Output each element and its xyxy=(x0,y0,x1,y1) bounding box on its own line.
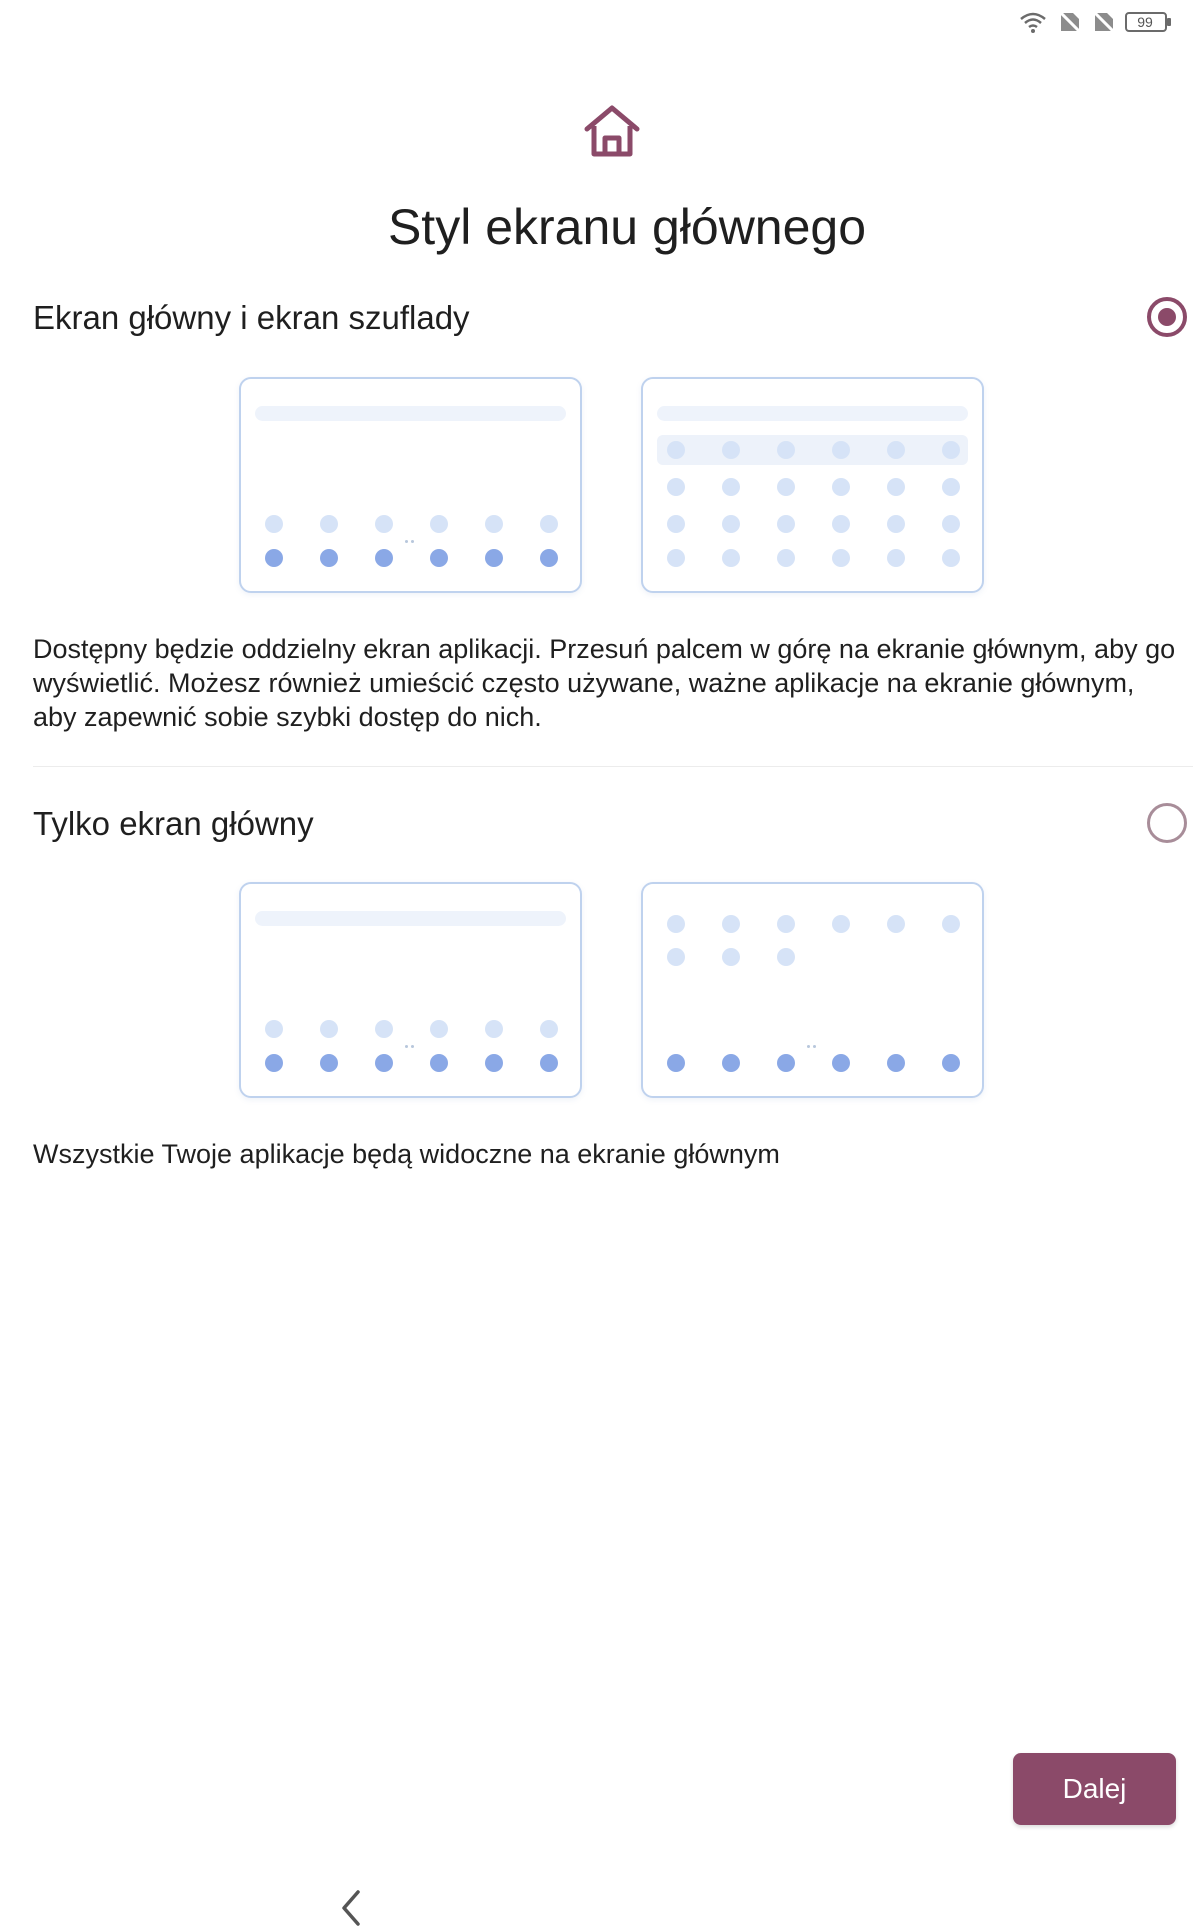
preview-all-apps-home xyxy=(641,882,984,1098)
option-home-only-radio[interactable] xyxy=(1147,803,1187,843)
page-title: Styl ekranu głównego xyxy=(387,199,867,255)
no-sim-icon xyxy=(1092,10,1116,34)
preview-home-screen xyxy=(239,377,582,593)
no-sim-icon xyxy=(1058,10,1082,34)
divider xyxy=(33,766,1193,767)
chevron-left-icon[interactable] xyxy=(334,1888,368,1928)
preview-home-screen-2 xyxy=(239,882,582,1098)
status-bar xyxy=(0,0,1200,44)
option-drawer-title[interactable]: Ekran główny i ekran szuflady xyxy=(33,299,470,336)
option-home-only-description: Wszystkie Twoje aplikacje będą widoczne na ekranie głównym xyxy=(33,1139,780,1169)
battery-level: 99 xyxy=(1137,14,1153,30)
option-drawer-radio[interactable] xyxy=(1147,297,1187,337)
preview-app-drawer xyxy=(641,377,984,593)
wifi-icon xyxy=(1018,10,1048,34)
next-button[interactable]: Dalej xyxy=(1013,1753,1176,1825)
home-icon xyxy=(582,104,642,158)
option-drawer-description: Dostępny będzie oddzielny ekran aplikacji. Przesuń palcem w górę na ekranie głównym, aby go wyświetlić. Możesz również umieścić często używane, ważne aplikacje na ekranie głównym, aby zapewnić sobie szybki dostęp do nich. xyxy=(33,634,1176,732)
option-home-only-title[interactable]: Tylko ekran główny xyxy=(33,805,314,842)
